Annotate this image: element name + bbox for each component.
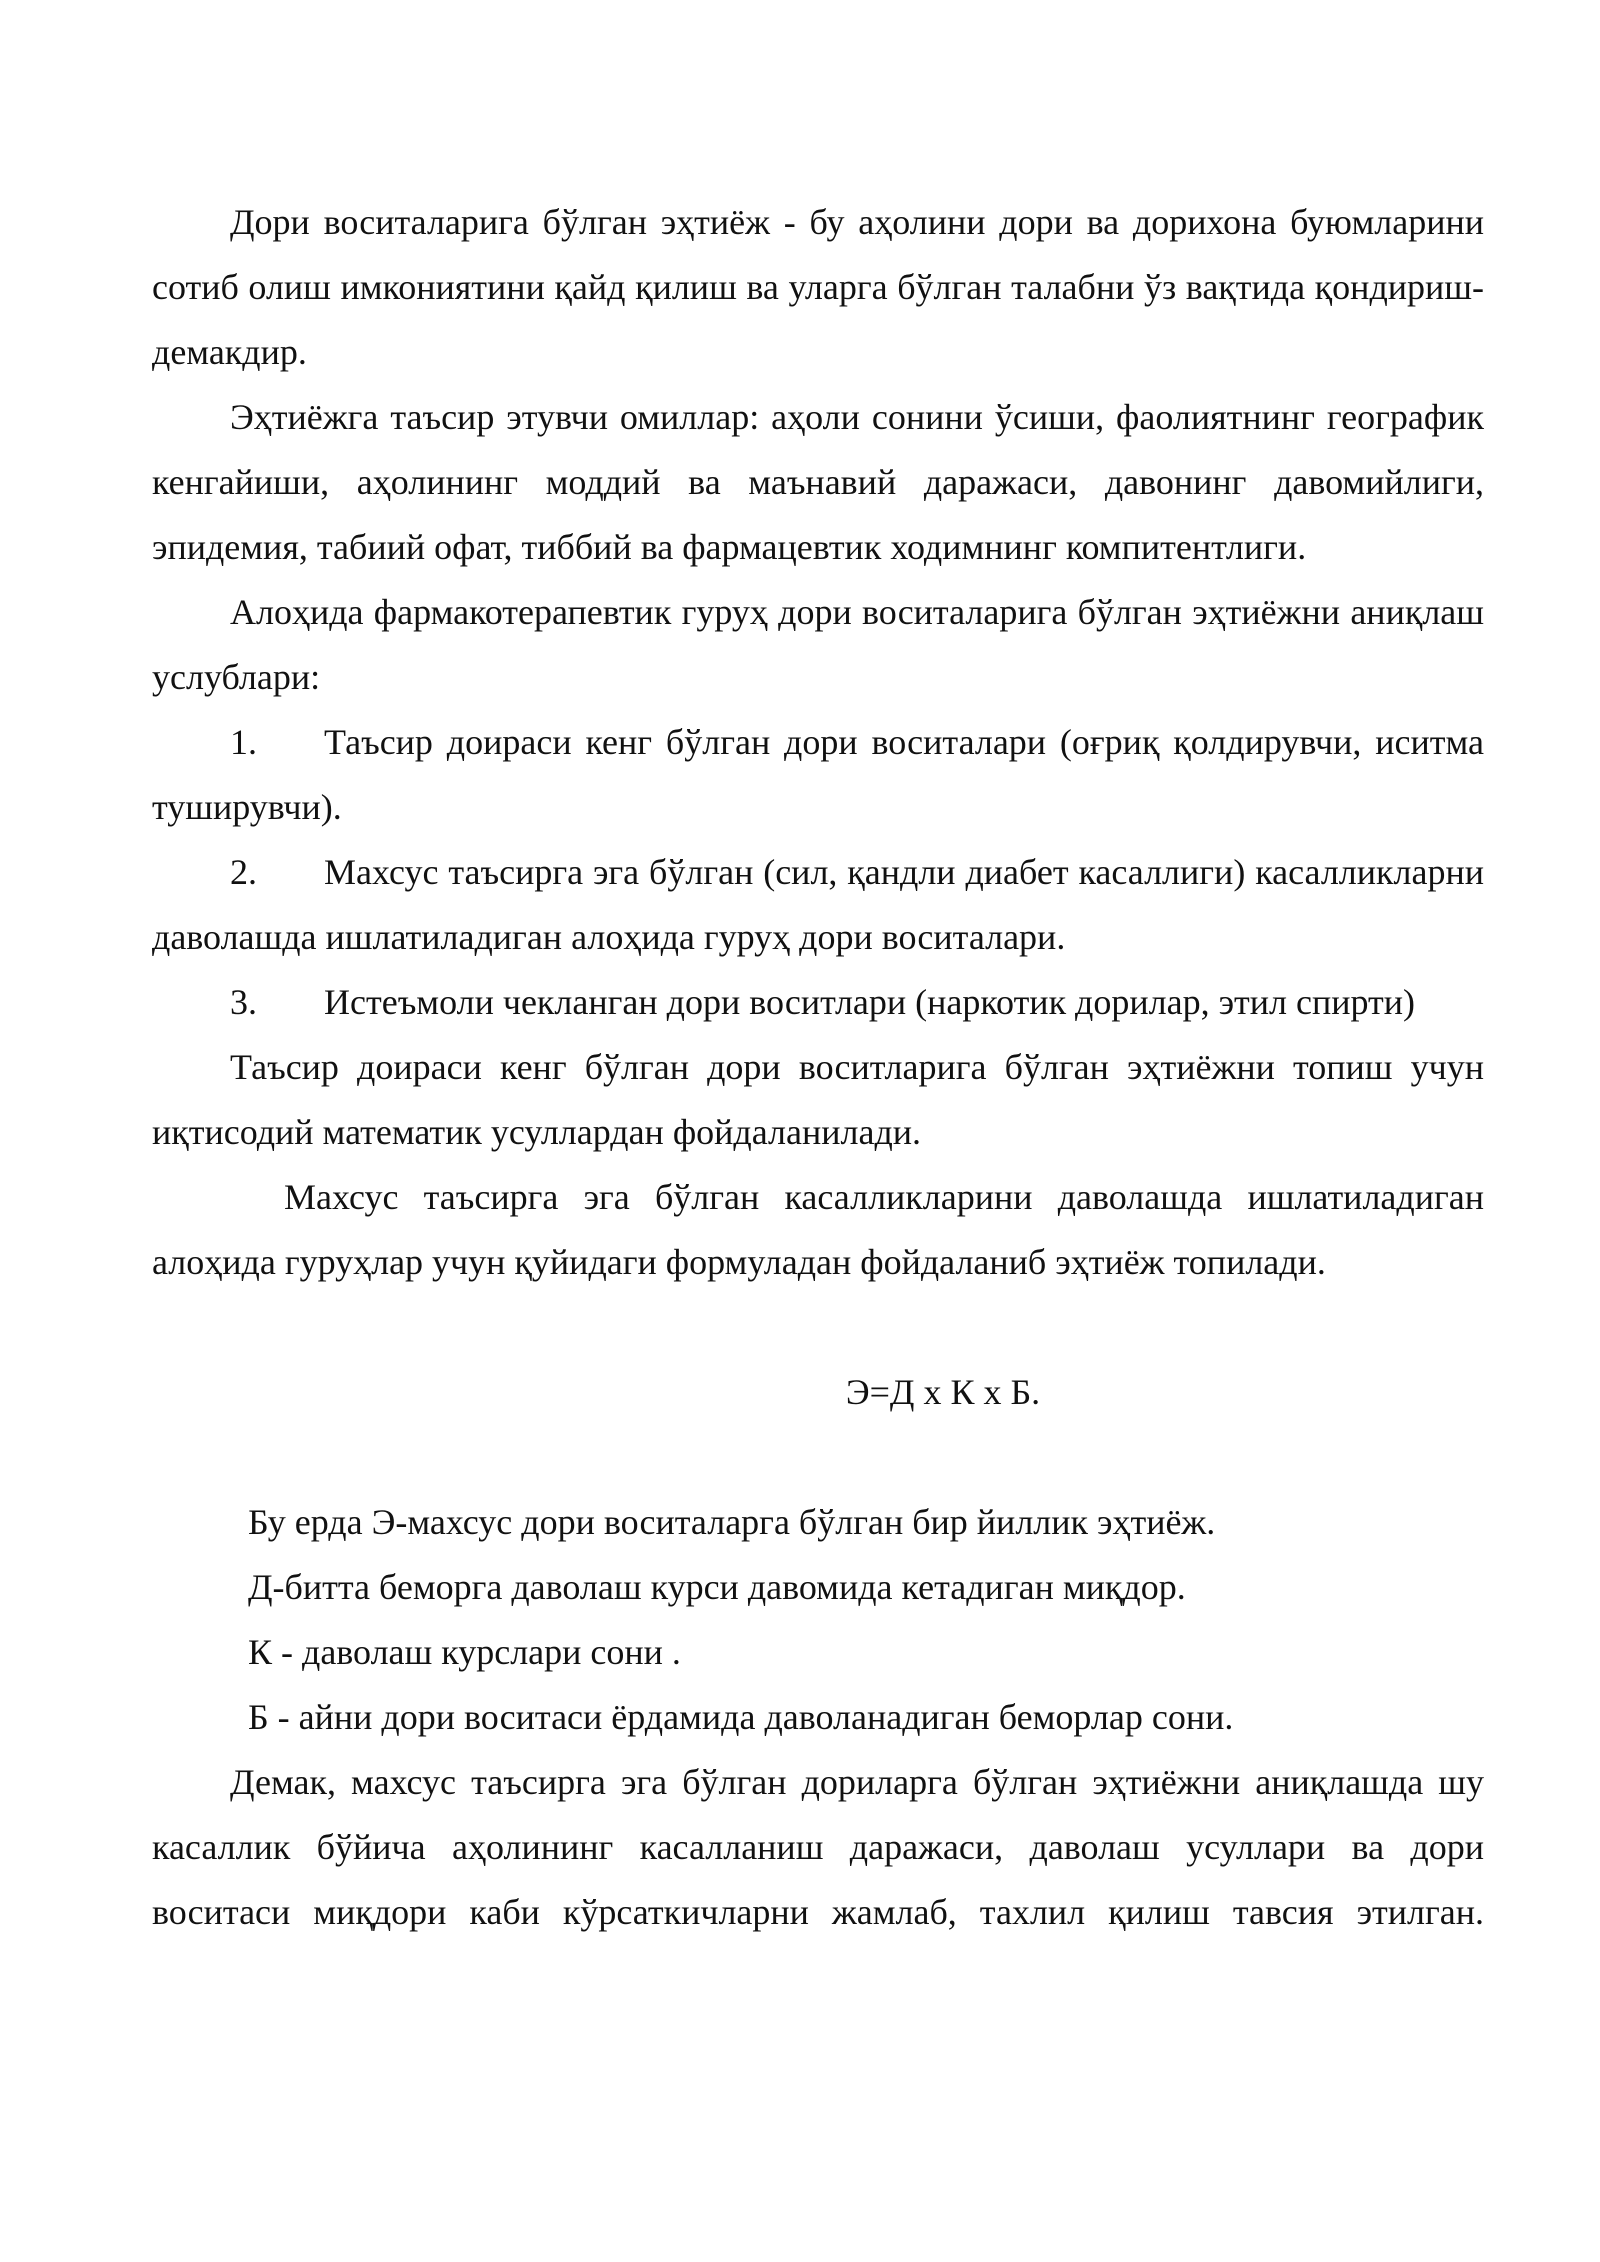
- paragraph-definition: Дори воситаларига бўлган эҳтиёж - бу аҳолини дори ва дорихона буюмларини сотиб олиш имкониятини қайд қилиш ва уларга бўлган талабни ўз вақтида қондириш-демакдир.: [152, 202, 1484, 372]
- paragraph-factors: Эҳтиёжга таъсир этувчи омиллар: аҳоли сонини ўсиши, фаолиятнинг географик кенгайиши, аҳолининг моддий ва маънавий даражаси, давонинг давомийлиги, эпидемия, табиий офат, тиббий ва фармацевтик ходимнинг компитентлиги.: [152, 397, 1484, 567]
- formula-legend-k: К - даволаш курслари сони .: [248, 1632, 681, 1672]
- list-item-text: Таъсир доираси кенг бўлган дори воситалари (оғриқ қолдирувчи, иситма туширувчи).: [152, 722, 1484, 827]
- paragraph-formula-intro: Махсус таъсирга эга бўлган касалликларини даволашда ишлатиладиган алоҳида гуруҳлар учун қуйидаги формуладан фойдаланиб эҳтиёж топилади.: [152, 1177, 1484, 1282]
- document-page: [152, 190, 1484, 1945]
- list-item-2: [152, 840, 1484, 970]
- list-item-text: Истеъмоли чекланган дори воситлари (наркотик дорилар, этил спирти): [324, 982, 1416, 1022]
- list-item-number: 1.: [230, 722, 257, 762]
- formula-legend-b: Б - айни дори воситаси ёрдамида даволанадиган беморлар сони.: [248, 1697, 1234, 1737]
- paragraph-conclusion: Демак, махсус таъсирга эга бўлган дориларга бўлган эҳтиёжни аниқлашда шу касаллик бўйича аҳолининг касалланиш даражаси, даволаш усуллари ва дори воситаси миқдори каби кўрсаткичларни жамлаб, тахлил қилиш тавсия этилган.: [152, 1762, 1484, 1932]
- list-item-text: Махсус таъсирга эга бўлган (сил, қандли диабет касаллиги) касалликларни даволашда ишлатиладиган алоҳида гуруҳ дори воситалари.: [152, 852, 1484, 957]
- list-item-1: [152, 710, 1484, 840]
- list-item-number: 2.: [230, 852, 257, 892]
- paragraph-methods-intro: Алоҳида фармакотерапевтик гуруҳ дори воситаларига бўлган эҳтиёжни аниқлаш услублари:: [152, 592, 1484, 697]
- formula-legend-e: Бу ерда Э-махсус дори воситаларга бўлган бир йиллик эҳтиёж.: [248, 1502, 1216, 1542]
- formula-legend-d: Д-битта беморга даволаш курси давомида кетадиган миқдор.: [248, 1567, 1186, 1607]
- formula: Э=Д х К х Б.: [845, 1372, 1041, 1412]
- list-item-3: [152, 970, 1484, 1035]
- paragraph-economic-methods: Таъсир доираси кенг бўлган дори воситларига бўлган эҳтиёжни топиш учун иқтисодий математик усуллардан фойдаланилади.: [152, 1047, 1484, 1152]
- list-item-number: 3.: [230, 982, 257, 1022]
